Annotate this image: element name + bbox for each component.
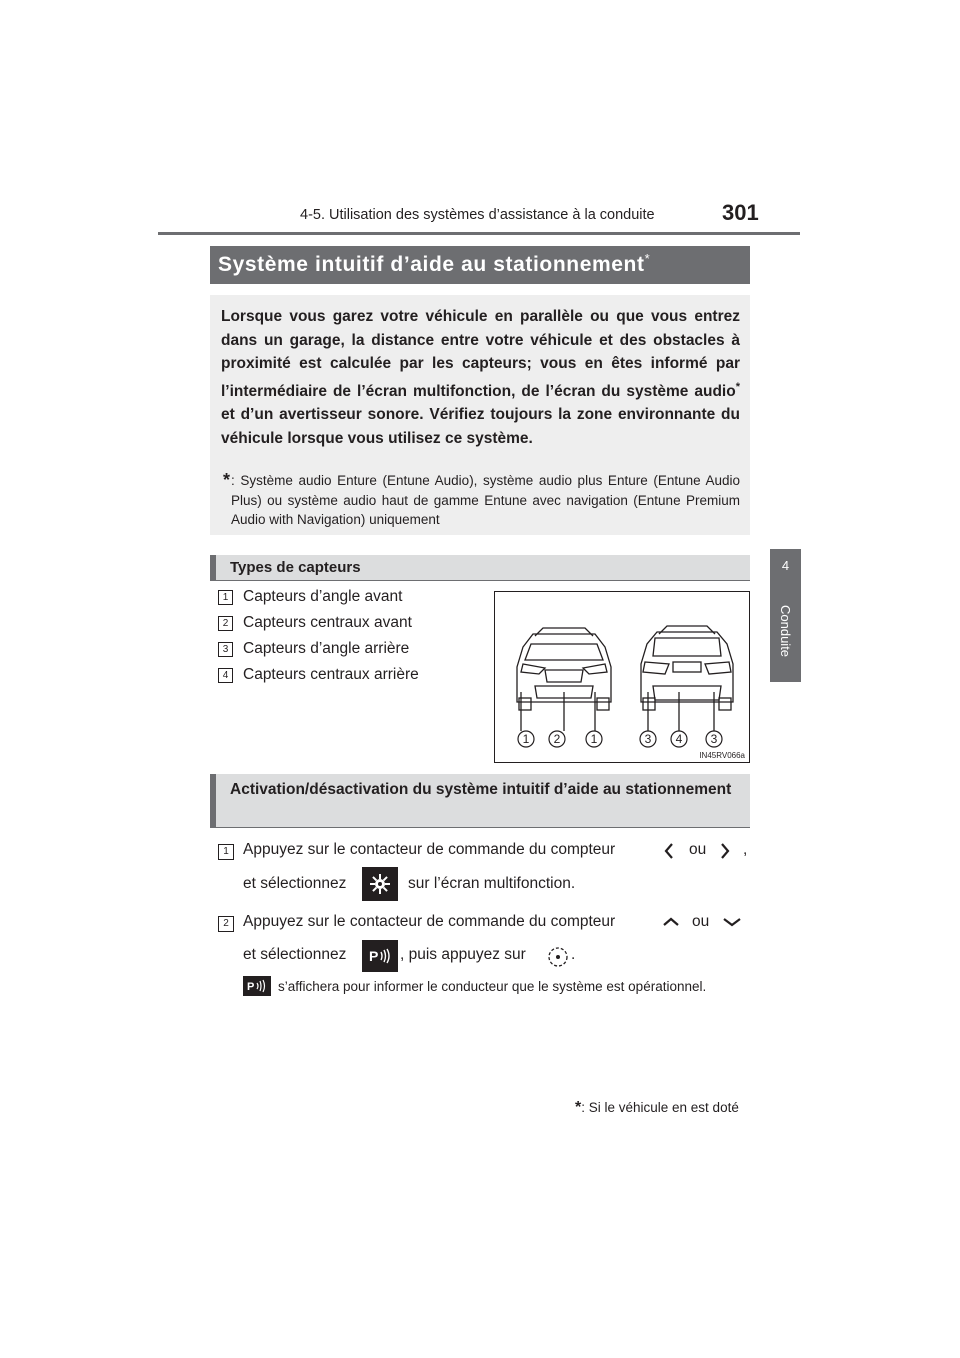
sensor-number-4: 4 [218, 668, 233, 683]
intro-footnote [231, 471, 740, 530]
sensor-label-rear-corner: Capteurs d’angle arrière [243, 640, 410, 657]
heading-underline [210, 827, 750, 828]
sensor-label-front-corner: Capteurs d’angle avant [243, 588, 403, 605]
chapter-label: Conduite [778, 604, 793, 658]
step1-text-b: et sélectionnez [243, 875, 347, 892]
step-number-1: 1 [218, 844, 234, 860]
sensor-number-2: 2 [218, 616, 233, 631]
figure-callouts [518, 731, 722, 747]
gear-icon [362, 867, 398, 901]
chevron-up-icon [662, 916, 680, 928]
sensor-number-3: 3 [218, 642, 233, 657]
title-mark: * [644, 251, 651, 266]
svg-text:P: P [247, 981, 255, 993]
step2-or: ou [692, 913, 710, 930]
chapter-number-tab: 4 [770, 549, 801, 583]
step1-text-c: sur l’écran multifonction. [408, 875, 576, 892]
step1-text-a: Appuyez sur le contacteur de commande du compteur [243, 841, 616, 858]
activation-heading: Activation/désactivation du système intuitif d’aide au stationnement [230, 781, 732, 798]
footnote-text: : Système audio Enture (Entune Audio), système audio plus Enture (Entune Audio Plus) ou système audio haut de gamme Entune avec navigation (Entune Premium Audio with Navigation) uniquement [231, 473, 740, 527]
sensor-label-front-center: Capteurs centraux avant [243, 614, 412, 631]
intro-text-2: et d’un avertisseur sonore. Vérifiez toujours la zone environnante du véhicule lorsque vous utilisez ce système. [221, 406, 740, 447]
chevron-right-icon [719, 842, 731, 860]
vehicle-illustration [495, 592, 749, 762]
intro-text-1: Lorsque vous garez votre véhicule en parallèle ou que vous entrez dans un garage, la distance entre votre véhicule et des obstacles à proximité est calculée par les capteurs; vous en êtes informé par l’intermédiaire de l’écran multifonction, de l’écran du système audio [221, 308, 740, 400]
step2-text-a: Appuyez sur le contacteur de commande du compteur [243, 913, 616, 930]
callout-rear-corner-left: 3 [644, 732, 652, 746]
title-text: Système intuitif d’aide au stationnement [218, 253, 645, 276]
figure-code: IN45RV066a [699, 751, 745, 760]
parking-assist-icon [362, 940, 398, 972]
callout-rear-center: 4 [675, 732, 683, 746]
availability-mark: * [575, 1099, 582, 1116]
callout-front-corner-right: 1 [590, 732, 598, 746]
heading-underline [210, 580, 750, 581]
sensor-label-rear-center: Capteurs centraux arrière [243, 666, 419, 683]
step2-end: . [571, 946, 576, 963]
sensor-types-heading: Types de capteurs [230, 559, 361, 576]
availability-text: : Si le véhicule en est doté [581, 1100, 739, 1115]
ok-button-icon [547, 946, 569, 968]
status-note: s’affichera pour informer le conducteur que le système est opérationnel. [278, 979, 707, 994]
availability-note [575, 1099, 739, 1117]
section-header: 4-5. Utilisation des systèmes d’assistance à la conduite [300, 207, 655, 223]
front-view-vehicle [517, 628, 611, 731]
chevron-down-icon [722, 916, 742, 928]
step1-comma: , [743, 841, 748, 858]
rear-view-vehicle [641, 626, 733, 731]
callout-front-corner-left: 1 [522, 732, 530, 746]
intro-mark: * [735, 380, 740, 393]
page-title [218, 251, 650, 277]
svg-text:P: P [369, 948, 379, 964]
chevron-left-icon [663, 842, 675, 860]
page-number: 301 [722, 200, 759, 225]
activation-heading-bar [210, 774, 750, 828]
footnote-mark: * [223, 470, 231, 490]
header-divider [158, 232, 800, 235]
step-number-2: 2 [218, 916, 234, 932]
callout-rear-corner-right: 3 [710, 732, 718, 746]
intro-paragraph [221, 305, 740, 450]
callout-front-center: 2 [553, 732, 561, 746]
sensor-number-1: 1 [218, 590, 233, 605]
sensor-types-heading-bar [210, 555, 750, 581]
step2-text-c: , puis appuyez sur [400, 946, 526, 963]
step2-text-b: et sélectionnez [243, 946, 347, 963]
step1-or: ou [689, 841, 707, 858]
sensor-location-figure [494, 591, 750, 763]
